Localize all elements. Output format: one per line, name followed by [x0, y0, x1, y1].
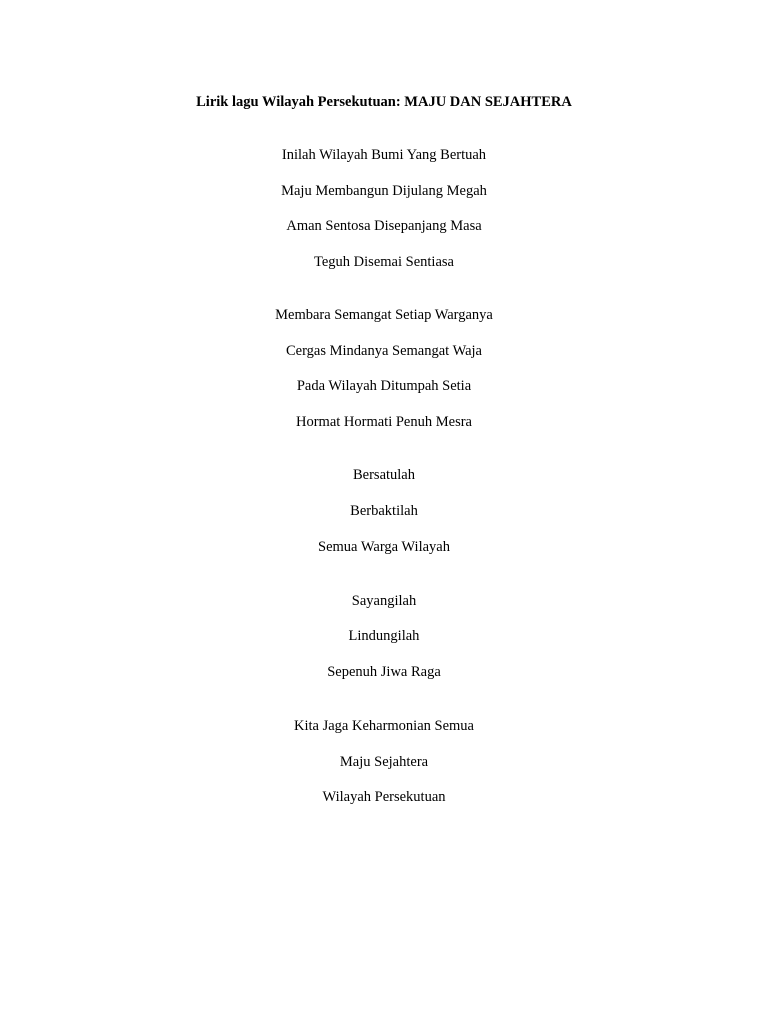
lyric-line: Maju Sejahtera	[339, 754, 429, 770]
lyric-line: Semua Warga Wilayah	[318, 539, 450, 555]
lyric-line: Bersatulah	[352, 467, 415, 483]
lyric-line: Inilah Wilayah Bumi Yang Bertuah	[281, 147, 487, 163]
lyric-line: Aman Sentosa Disepanjang Masa	[286, 218, 482, 234]
lyric-line: Sepenuh Jiwa Raga	[327, 664, 441, 680]
page-title: Lirik lagu Wilayah Persekutuan: MAJU DAN SEJAHTERA	[196, 94, 572, 110]
lyric-line: Teguh Disemai Sentiasa	[314, 254, 454, 270]
lyric-line: Kita Jaga Keharmonian Semua	[294, 718, 474, 734]
lyric-line: Membara Semangat Setiap Warganya	[275, 307, 493, 323]
lyric-line: Berbaktilah	[350, 503, 418, 519]
lyric-line: Pada Wilayah Ditumpah Setia	[296, 378, 472, 394]
lyric-line: Lindungilah	[348, 628, 420, 644]
lyric-line: Maju Membangun Dijulang Megah	[281, 183, 487, 199]
lyric-line: Cergas Mindanya Semangat Waja	[285, 343, 482, 359]
lyric-line: Hormat Hormati Penuh Mesra	[296, 414, 472, 430]
lyric-line: Sayangilah	[351, 593, 417, 609]
lyric-line: Wilayah Persekutuan	[322, 789, 446, 805]
